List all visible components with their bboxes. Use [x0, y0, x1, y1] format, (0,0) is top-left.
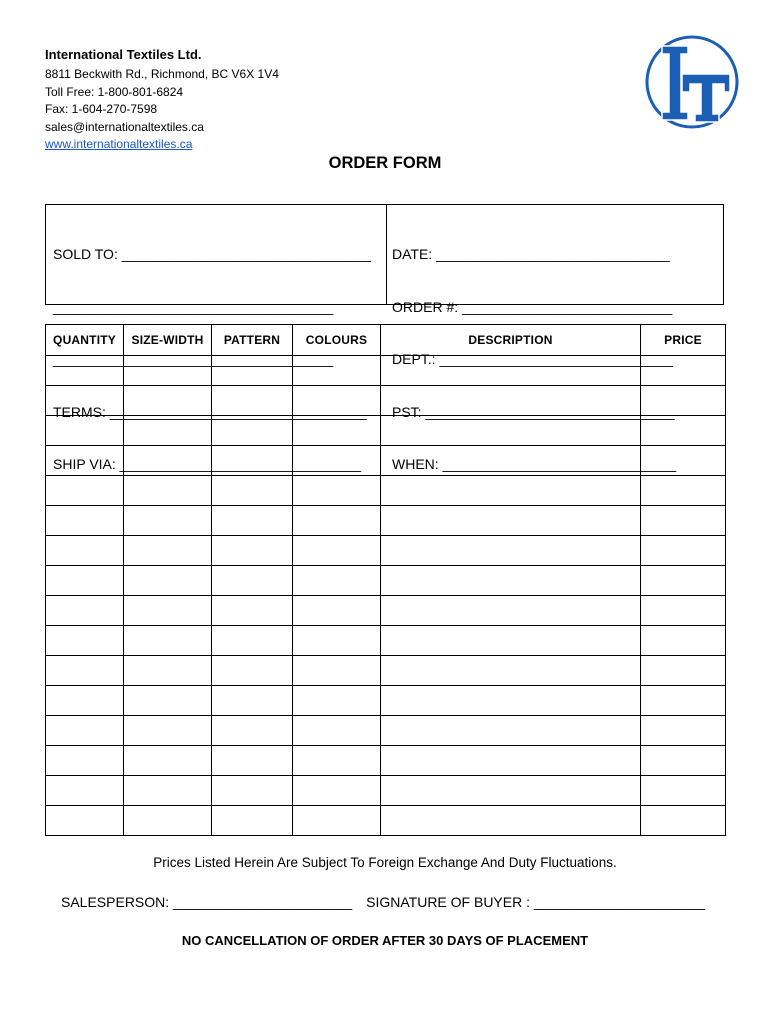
price-cell[interactable] — [641, 446, 726, 476]
description-cell[interactable] — [381, 386, 641, 416]
header-size-width: SIZE-WIDTH — [124, 325, 212, 356]
description-cell[interactable] — [381, 536, 641, 566]
company-logo — [644, 34, 740, 130]
pattern-cell[interactable] — [212, 446, 293, 476]
table-row — [46, 746, 726, 776]
quantity-cell[interactable] — [46, 446, 124, 476]
size-width-cell[interactable] — [124, 746, 212, 776]
signature-line — [61, 894, 719, 910]
sold-to-line-3[interactable]: ____________________________________ — [53, 351, 334, 367]
quantity-cell[interactable] — [46, 536, 124, 566]
price-cell[interactable] — [641, 416, 726, 446]
quantity-cell[interactable] — [46, 656, 124, 686]
when-field[interactable]: WHEN: ______________________________ — [392, 456, 677, 472]
pattern-cell[interactable] — [212, 506, 293, 536]
pattern-cell[interactable] — [212, 536, 293, 566]
quantity-cell[interactable] — [46, 806, 124, 836]
description-cell[interactable] — [381, 506, 641, 536]
quantity-cell[interactable] — [46, 746, 124, 776]
pattern-cell[interactable] — [212, 596, 293, 626]
table-row — [46, 596, 726, 626]
cancellation-warning: NO CANCELLATION OF ORDER AFTER 30 DAYS OF PLACEMENT — [181, 933, 589, 948]
pattern-cell[interactable] — [212, 416, 293, 446]
description-cell[interactable] — [381, 596, 641, 626]
price-cell[interactable] — [641, 596, 726, 626]
table-row — [46, 806, 726, 836]
header-price: PRICE — [641, 325, 726, 356]
header-colours: COLOURS — [293, 325, 381, 356]
price-cell[interactable] — [641, 566, 726, 596]
date-field[interactable]: DATE: ______________________________ — [392, 246, 670, 262]
colours-cell[interactable] — [293, 656, 381, 686]
pricing-note: Prices Listed Herein Are Subject To Foreign Exchange And Duty Fluctuations. — [153, 855, 617, 870]
size-width-cell[interactable] — [124, 356, 212, 386]
table-row — [46, 416, 726, 446]
description-cell[interactable] — [381, 566, 641, 596]
header-pattern: PATTERN — [212, 325, 293, 356]
table-row — [46, 386, 726, 416]
pattern-cell[interactable] — [212, 566, 293, 596]
price-cell[interactable] — [641, 806, 726, 836]
sold-to-line-2[interactable]: ____________________________________ — [53, 298, 334, 315]
description-cell[interactable] — [381, 806, 641, 836]
company-name: International Textiles Ltd. — [45, 47, 202, 62]
salesperson-field[interactable]: SALESPERSON: _______________________ — [61, 894, 353, 910]
description-cell[interactable] — [381, 716, 641, 746]
colours-cell[interactable] — [293, 386, 381, 416]
pattern-cell[interactable] — [212, 356, 293, 386]
pattern-cell[interactable] — [212, 806, 293, 836]
description-cell[interactable] — [381, 356, 641, 386]
company-address: 8811 Beckwith Rd., Richmond, BC V6X 1V4 — [45, 67, 279, 81]
colours-cell[interactable] — [293, 446, 381, 476]
price-cell[interactable] — [641, 356, 726, 386]
description-cell[interactable] — [381, 446, 641, 476]
colours-cell[interactable] — [293, 746, 381, 776]
order-number-field[interactable]: ORDER #: ___________________________ — [392, 298, 673, 315]
table-row — [46, 356, 726, 386]
company-email: sales@internationaltextiles.ca — [45, 119, 204, 134]
description-cell[interactable] — [381, 776, 641, 806]
table-row — [46, 566, 726, 596]
quantity-cell[interactable] — [46, 476, 124, 506]
colours-cell[interactable] — [293, 566, 381, 596]
quantity-cell[interactable] — [46, 686, 124, 716]
table-row — [46, 656, 726, 686]
quantity-cell[interactable] — [46, 626, 124, 656]
colours-cell[interactable] — [293, 716, 381, 746]
ship-via-field[interactable]: SHIP VIA: _______________________________ — [53, 456, 362, 472]
colours-cell[interactable] — [293, 356, 381, 386]
pattern-cell[interactable] — [212, 656, 293, 686]
pattern-cell[interactable] — [212, 386, 293, 416]
table-row — [46, 626, 726, 656]
colours-cell[interactable] — [293, 686, 381, 716]
quantity-cell[interactable] — [46, 386, 124, 416]
colours-cell[interactable] — [293, 806, 381, 836]
size-width-cell[interactable] — [124, 536, 212, 566]
price-cell[interactable] — [641, 506, 726, 536]
quantity-cell[interactable] — [46, 356, 124, 386]
size-width-cell[interactable] — [124, 596, 212, 626]
quantity-cell[interactable] — [46, 566, 124, 596]
size-width-cell[interactable] — [124, 686, 212, 716]
price-cell[interactable] — [641, 686, 726, 716]
size-width-cell[interactable] — [124, 776, 212, 806]
sold-to-field[interactable]: SOLD TO: ________________________________ — [53, 246, 371, 262]
info-divider — [386, 205, 387, 304]
size-width-cell[interactable] — [124, 416, 212, 446]
terms-field[interactable]: TERMS: _________________________________ — [53, 403, 367, 420]
pattern-cell[interactable] — [212, 776, 293, 806]
price-cell[interactable] — [641, 776, 726, 806]
company-website-link[interactable]: www.internationaltextiles.ca — [45, 137, 193, 151]
table-body — [46, 356, 726, 836]
description-cell[interactable] — [381, 746, 641, 776]
company-toll-free: Toll Free: 1-800-801-6824 — [45, 84, 184, 99]
size-width-cell[interactable] — [124, 806, 212, 836]
buyer-signature-field[interactable]: SIGNATURE OF BUYER : ______________________ — [366, 894, 706, 910]
table-row — [46, 446, 726, 476]
size-width-cell[interactable] — [124, 506, 212, 536]
pattern-cell[interactable] — [212, 716, 293, 746]
description-cell[interactable] — [381, 416, 641, 446]
table-row — [46, 506, 726, 536]
table-row — [46, 476, 726, 506]
size-width-cell[interactable] — [124, 626, 212, 656]
pst-field[interactable]: PST: ________________________________ — [392, 403, 675, 420]
description-cell[interactable] — [381, 686, 641, 716]
price-cell[interactable] — [641, 716, 726, 746]
colours-cell[interactable] — [293, 506, 381, 536]
order-items-table — [45, 324, 726, 836]
pattern-cell[interactable] — [212, 626, 293, 656]
colours-cell[interactable] — [293, 776, 381, 806]
pattern-cell[interactable] — [212, 686, 293, 716]
colours-cell[interactable] — [293, 626, 381, 656]
table-header-row — [46, 325, 726, 356]
size-width-cell[interactable] — [124, 716, 212, 746]
colours-cell[interactable] — [293, 536, 381, 566]
table-row — [46, 536, 726, 566]
form-title: ORDER FORM — [328, 154, 442, 172]
price-cell[interactable] — [641, 746, 726, 776]
description-cell[interactable] — [381, 656, 641, 686]
size-width-cell[interactable] — [124, 566, 212, 596]
size-width-cell[interactable] — [124, 476, 212, 506]
table-row — [46, 686, 726, 716]
quantity-cell[interactable] — [46, 506, 124, 536]
pattern-cell[interactable] — [212, 476, 293, 506]
colours-cell[interactable] — [293, 596, 381, 626]
table-row — [46, 716, 726, 746]
quantity-cell[interactable] — [46, 416, 124, 446]
price-cell[interactable] — [641, 386, 726, 416]
price-cell[interactable] — [641, 656, 726, 686]
description-cell[interactable] — [381, 626, 641, 656]
company-block — [45, 46, 279, 154]
pattern-cell[interactable] — [212, 746, 293, 776]
quantity-cell[interactable] — [46, 596, 124, 626]
quantity-cell[interactable] — [46, 776, 124, 806]
price-cell[interactable] — [641, 536, 726, 566]
price-cell[interactable] — [641, 476, 726, 506]
company-fax: Fax: 1-604-270-7598 — [45, 102, 158, 116]
header-description: DESCRIPTION — [381, 325, 641, 356]
size-width-cell[interactable] — [124, 386, 212, 416]
quantity-cell[interactable] — [46, 716, 124, 746]
size-width-cell[interactable] — [124, 656, 212, 686]
colours-cell[interactable] — [293, 416, 381, 446]
colours-cell[interactable] — [293, 476, 381, 506]
size-width-cell[interactable] — [124, 446, 212, 476]
description-cell[interactable] — [381, 476, 641, 506]
price-cell[interactable] — [641, 626, 726, 656]
table-row — [46, 776, 726, 806]
header-quantity: QUANTITY — [46, 325, 124, 356]
dept-field[interactable]: DEPT.: ______________________________ — [392, 351, 674, 367]
